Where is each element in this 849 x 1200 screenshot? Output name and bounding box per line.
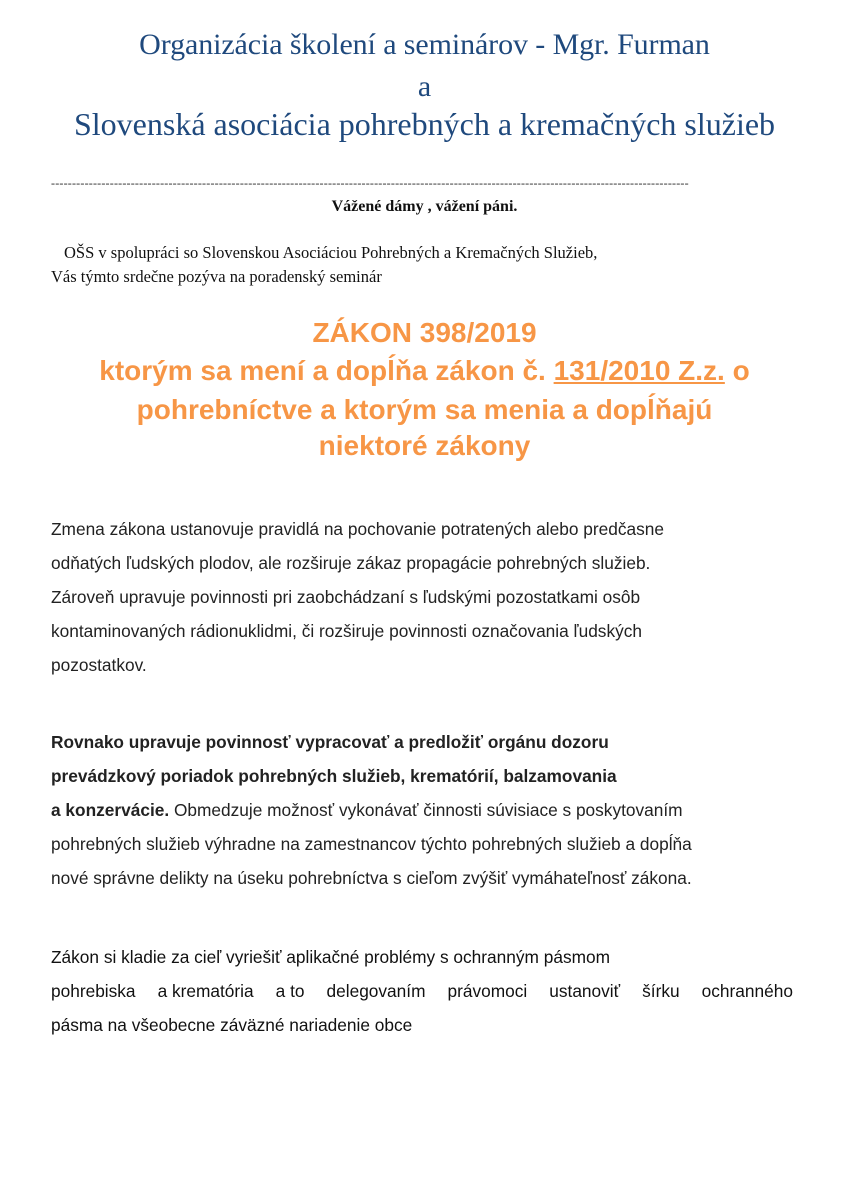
bold-text: prevádzkový poriadok pohrebných služieb, krematórií, balzamovania	[51, 766, 617, 786]
word: pohrebiska	[51, 981, 136, 1001]
paragraph-line: odňatých ľudských plodov, ale rozširuje zákaz propagácie pohrebných služieb.	[51, 553, 651, 573]
title-text: ktorým sa mení a dopĺňa zákon č.	[99, 355, 554, 386]
seminar-title-line-1: ZÁKON 398/2019	[312, 317, 537, 348]
word: ustanoviť	[549, 981, 621, 1001]
seminar-title-line-3: pohrebníctve a ktorým sa menia a dopĺňajú	[136, 394, 713, 425]
paragraph-line: nové správne delikty na úseku pohrebníctva s cieľom zvýšiť vymáhateľnosť zákona.	[51, 868, 692, 888]
greeting: Vážené dámy , vážení páni.	[331, 198, 518, 215]
word: delegovaním	[326, 981, 426, 1001]
paragraph-line: kontaminovaných rádionuklidmi, či rozširuje povinnosti označovania ľudských	[51, 621, 642, 641]
intro-line-1: OŠS v spolupráci so Slovenskou Asociáciou Pohrebných a Kremačných Služieb,	[64, 243, 598, 262]
seminar-title-line-4: niektoré zákony	[318, 430, 531, 461]
title-text: o	[724, 355, 750, 386]
paragraph-obligations	[51, 725, 801, 895]
regular-text: Obmedzuje možnosť vykonávať činnosti súvisiace s poskytovaním	[169, 800, 683, 820]
word: právomoci	[447, 981, 528, 1001]
paragraph-line: pohrebných služieb výhradne na zamestnancov týchto pohrebných služieb a dopĺňa	[51, 834, 692, 854]
law-reference-link[interactable]: 131/2010 Z.z.	[553, 355, 725, 386]
bold-text: a konzervácie.	[51, 800, 170, 820]
header-organizer: Organizácia školení a seminárov - Mgr. Furman	[139, 28, 710, 61]
paragraph-line-justified	[51, 974, 793, 1008]
paragraph-line	[51, 725, 801, 759]
intro-line-2: Vás týmto srdečne pozýva na poradenský seminár	[51, 267, 382, 286]
paragraph-protection-zone	[51, 940, 801, 1042]
word: a to	[275, 981, 305, 1001]
word: ochranného	[701, 981, 793, 1001]
paragraph-line	[51, 793, 801, 827]
paragraph-line: Zároveň upravuje povinnosti pri zaobchádzaní s ľudskými pozostatkami osôb	[51, 587, 641, 607]
word: šírku	[642, 981, 680, 1001]
dashed-divider: --------------------------------------------------------------------------------------------------------------------------------------------------------	[51, 176, 689, 190]
paragraph-line	[51, 759, 801, 793]
header-conjunction: a	[417, 70, 432, 103]
seminar-title-line-2	[0, 355, 849, 387]
paragraph-line: pozostatkov.	[51, 655, 147, 675]
word: a krematória	[157, 981, 254, 1001]
paragraph-amendments	[51, 512, 801, 682]
paragraph-line: pásma na všeobecne záväzné nariadenie obce	[51, 1015, 413, 1035]
header-association: Slovenská asociácia pohrebných a kremačných služieb	[73, 106, 776, 142]
bold-text: Rovnako upravuje povinnosť vypracovať a predložiť orgánu dozoru	[51, 732, 609, 752]
paragraph-line: Zákon si kladie za cieľ vyriešiť aplikačné problémy s ochranným pásmom	[51, 947, 610, 967]
paragraph-line: Zmena zákona ustanovuje pravidlá na pochovanie potratených alebo predčasne	[51, 519, 664, 539]
